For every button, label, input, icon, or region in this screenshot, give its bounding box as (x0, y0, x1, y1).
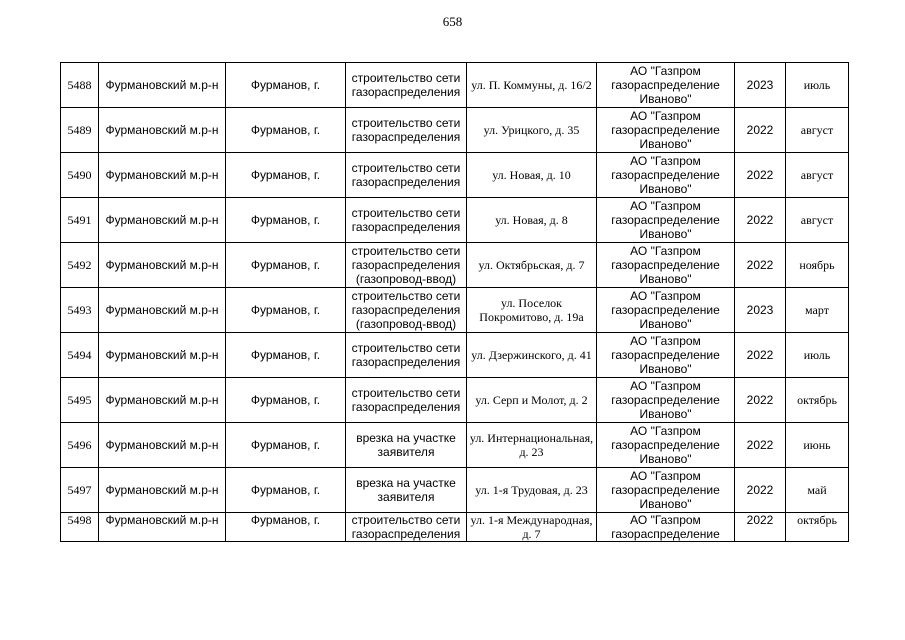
settlement-cell: Фурманов, г. (226, 198, 346, 243)
settlement-cell: Фурманов, г. (226, 153, 346, 198)
month-cell: июнь (786, 423, 849, 468)
organization-cell: АО "Газпром газораспределение Иваново" (597, 243, 735, 288)
organization-cell: АО "Газпром газораспределение Иваново" (597, 423, 735, 468)
month-cell: август (786, 198, 849, 243)
settlement-cell: Фурманов, г. (226, 468, 346, 513)
organization-cell: АО "Газпром газораспределение Иваново" (597, 468, 735, 513)
address-cell: ул. Интернациональная, д. 23 (467, 423, 597, 468)
row-number-cell: 5489 (61, 108, 99, 153)
settlement-cell: Фурманов, г. (226, 63, 346, 108)
year-cell: 2022 (735, 423, 786, 468)
address-cell: ул. Урицкого, д. 35 (467, 108, 597, 153)
district-cell: Фурмановский м.р-н (99, 468, 226, 513)
work-type-cell: строительство сети газораспределения (346, 513, 467, 542)
page-number: 658 (442, 14, 463, 29)
table-body (61, 63, 849, 542)
table-row (61, 378, 849, 423)
work-type-cell: строительство сети газораспределения (газопровод-ввод) (346, 288, 467, 333)
organization-cell: АО "Газпром газораспределение Иваново" (597, 198, 735, 243)
district-cell: Фурмановский м.р-н (99, 153, 226, 198)
work-type-cell: строительство сети газораспределения (346, 198, 467, 243)
organization-cell: АО "Газпром газораспределение Иваново" (597, 63, 735, 108)
table-row (61, 333, 849, 378)
row-number-cell: 5488 (61, 63, 99, 108)
year-cell: 2022 (735, 108, 786, 153)
month-cell: август (786, 108, 849, 153)
work-type-cell: строительство сети газораспределения (346, 378, 467, 423)
year-cell: 2022 (735, 378, 786, 423)
district-cell: Фурмановский м.р-н (99, 378, 226, 423)
month-cell: июль (786, 63, 849, 108)
table-row (61, 513, 849, 542)
organization-cell: АО "Газпром газораспределение Иваново" (597, 333, 735, 378)
row-number-cell: 5491 (61, 198, 99, 243)
work-type-cell: строительство сети газораспределения (346, 108, 467, 153)
work-type-cell: строительство сети газораспределения (346, 333, 467, 378)
row-number-cell: 5494 (61, 333, 99, 378)
row-number-cell: 5498 (61, 513, 99, 542)
table-row (61, 288, 849, 333)
address-cell: ул. Новая, д. 8 (467, 198, 597, 243)
table-row (61, 198, 849, 243)
address-cell: ул. 1-я Трудовая, д. 23 (467, 468, 597, 513)
organization-cell: АО "Газпром газораспределение Иваново" (597, 378, 735, 423)
settlement-cell: Фурманов, г. (226, 513, 346, 542)
address-cell: ул. Новая, д. 10 (467, 153, 597, 198)
table-row (61, 468, 849, 513)
table-row (61, 423, 849, 468)
table-row (61, 63, 849, 108)
table-row (61, 108, 849, 153)
address-cell: ул. Поселок Покромитово, д. 19а (467, 288, 597, 333)
year-cell: 2022 (735, 153, 786, 198)
address-cell: ул. Дзержинского, д. 41 (467, 333, 597, 378)
district-cell: Фурмановский м.р-н (99, 63, 226, 108)
address-cell: ул. П. Коммуны, д. 16/2 (467, 63, 597, 108)
year-cell: 2022 (735, 468, 786, 513)
work-type-cell: врезка на участке заявителя (346, 468, 467, 513)
district-cell: Фурмановский м.р-н (99, 333, 226, 378)
address-cell: ул. Серп и Молот, д. 2 (467, 378, 597, 423)
month-cell: октябрь (786, 513, 849, 542)
table-row (61, 153, 849, 198)
month-cell: ноябрь (786, 243, 849, 288)
address-cell: ул. Октябрьская, д. 7 (467, 243, 597, 288)
settlement-cell: Фурманов, г. (226, 108, 346, 153)
row-number-cell: 5496 (61, 423, 99, 468)
district-cell: Фурмановский м.р-н (99, 288, 226, 333)
district-cell: Фурмановский м.р-н (99, 423, 226, 468)
table-row (61, 243, 849, 288)
settlement-cell: Фурманов, г. (226, 378, 346, 423)
settlement-cell: Фурманов, г. (226, 243, 346, 288)
month-cell: август (786, 153, 849, 198)
district-cell: Фурмановский м.р-н (99, 198, 226, 243)
settlement-cell: Фурманов, г. (226, 333, 346, 378)
organization-cell: АО "Газпром газораспределение (597, 513, 735, 542)
organization-cell: АО "Газпром газораспределение Иваново" (597, 153, 735, 198)
month-cell: май (786, 468, 849, 513)
year-cell: 2022 (735, 513, 786, 542)
row-number-cell: 5493 (61, 288, 99, 333)
district-cell: Фурмановский м.р-н (99, 513, 226, 542)
organization-cell: АО "Газпром газораспределение Иваново" (597, 288, 735, 333)
district-cell: Фурмановский м.р-н (99, 243, 226, 288)
row-number-cell: 5492 (61, 243, 99, 288)
year-cell: 2022 (735, 243, 786, 288)
work-type-cell: строительство сети газораспределения (346, 63, 467, 108)
year-cell: 2023 (735, 63, 786, 108)
row-number-cell: 5497 (61, 468, 99, 513)
row-number-cell: 5490 (61, 153, 99, 198)
row-number-cell: 5495 (61, 378, 99, 423)
year-cell: 2022 (735, 198, 786, 243)
work-type-cell: строительство сети газораспределения (газопровод-ввод) (346, 243, 467, 288)
year-cell: 2022 (735, 333, 786, 378)
settlement-cell: Фурманов, г. (226, 288, 346, 333)
settlement-cell: Фурманов, г. (226, 423, 346, 468)
work-type-cell: строительство сети газораспределения (346, 153, 467, 198)
year-cell: 2023 (735, 288, 786, 333)
district-cell: Фурмановский м.р-н (99, 108, 226, 153)
month-cell: июль (786, 333, 849, 378)
gasification-table (60, 62, 849, 542)
address-cell: ул. 1-я Международная, д. 7 (467, 513, 597, 542)
month-cell: март (786, 288, 849, 333)
organization-cell: АО "Газпром газораспределение Иваново" (597, 108, 735, 153)
work-type-cell: врезка на участке заявителя (346, 423, 467, 468)
month-cell: октябрь (786, 378, 849, 423)
